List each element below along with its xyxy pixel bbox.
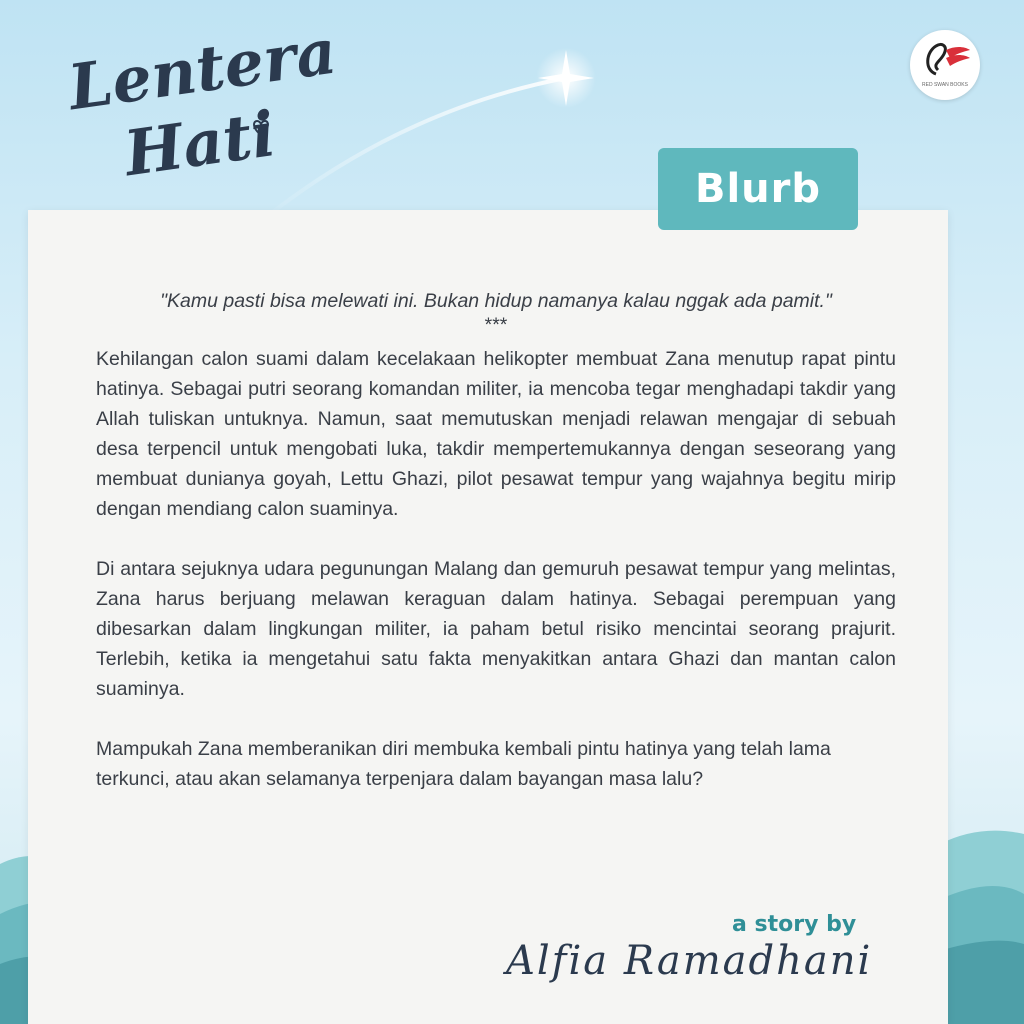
author-name: Alfia Ramadhani <box>506 938 873 984</box>
opening-quote: "Kamu pasti bisa melewati ini. Bukan hidup namanya kalau nggak ada pamit." <box>160 290 832 312</box>
blurb-tab <box>658 148 858 230</box>
swan-logo-icon <box>918 36 972 80</box>
book-title-line2: Hati <box>120 96 280 191</box>
section-separator: *** <box>484 314 508 336</box>
byline-label: a story by <box>732 912 857 937</box>
blurb-paragraph-3: Mampukah Zana memberanikan diri membuka kembali pintu hatinya yang telah lama terkunci, atau akan selamanya terpenjara dalam bayangan masa lalu? <box>96 738 831 790</box>
book-title-line1: Lentera <box>64 14 341 125</box>
blurb-paragraph-1: Kehilangan calon suami dalam kecelakaan helikopter membuat Zana menutup rapat pintu hatinya. Sebagai putri seorang komandan militer, ia mencoba tegar menghadapi takdir yang Allah tuliskan untuknya. Namun, saat memutuskan menjadi relawan mengajar di sebuah desa terpencil untuk mengobati luka, takdir mempertemukannya dengan seseorang yang membuat dunianya goyah, Lettu Ghazi, pilot pesawat tempur yang wajahnya begitu mirip dengan mendiang calon suaminya. <box>96 348 896 520</box>
heart-icon <box>250 116 272 138</box>
publisher-logo <box>910 30 980 100</box>
blurb-content <box>96 286 896 824</box>
blurb-tab-label: Blurb <box>694 166 822 212</box>
shooting-star-trail <box>260 78 566 222</box>
publisher-name: RED SWAN BOOKS <box>922 82 968 88</box>
blurb-paragraph-2: Di antara sejuknya udara pegunungan Malang dan gemuruh pesawat tempur yang melintas, Zana harus berjuang melawan keraguan dalam hatinya. Sebagai perempuan yang dibesarkan dalam lingkungan militer, ia paham betul risiko mencintai seorang prajurit. Terlebih, ketika ia mengetahui satu fakta menyakitkan antara Ghazi dan mantan calon suaminya. <box>96 558 896 700</box>
